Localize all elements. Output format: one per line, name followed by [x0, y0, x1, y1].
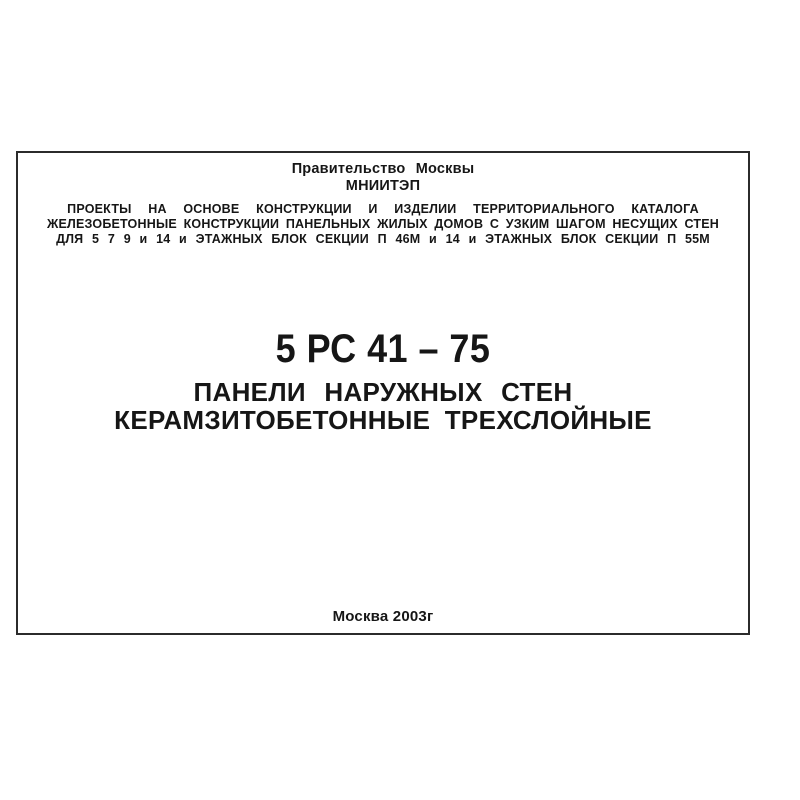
- document-title-line-2: КЕРАМЗИТОБЕТОННЫЕ ТРЕХСЛОЙНЫЕ: [114, 405, 652, 435]
- document-title-line-1: ПАНЕЛИ НАРУЖНЫХ СТЕН: [193, 377, 573, 407]
- document-code: 5 РС 41 – 75: [275, 327, 491, 371]
- series-description: [18, 202, 748, 247]
- organization-header: [18, 161, 748, 195]
- organization-government-line: Правительство Москвы: [291, 161, 475, 177]
- imprint-city-year: Москва 2003г: [332, 608, 434, 625]
- organization-institute-line: МНИИТЭП: [345, 178, 421, 194]
- series-description-line-1: ПРОЕКТЫ НА ОСНОВЕ КОНСТРУКЦИИ И ИЗДЕЛИИ ТЕРРИТОРИАЛЬНОГО КАТАЛОГА: [67, 202, 699, 216]
- document-title: [18, 378, 748, 434]
- series-description-line-3: ДЛЯ 5 7 9 и 14 и ЭТАЖНЫХ БЛОК СЕКЦИИ П 46М и 14 и ЭТАЖНЫХ БЛОК СЕКЦИИ П 55М: [56, 232, 710, 246]
- page-border-frame: [16, 151, 750, 635]
- series-description-line-2: ЖЕЛЕЗОБЕТОННЫЕ КОНСТРУКЦИИ ПАНЕЛЬНЫХ ЖИЛЫХ ДОМОВ С УЗКИМ ШАГОМ НЕСУЩИХ СТЕН: [46, 217, 720, 231]
